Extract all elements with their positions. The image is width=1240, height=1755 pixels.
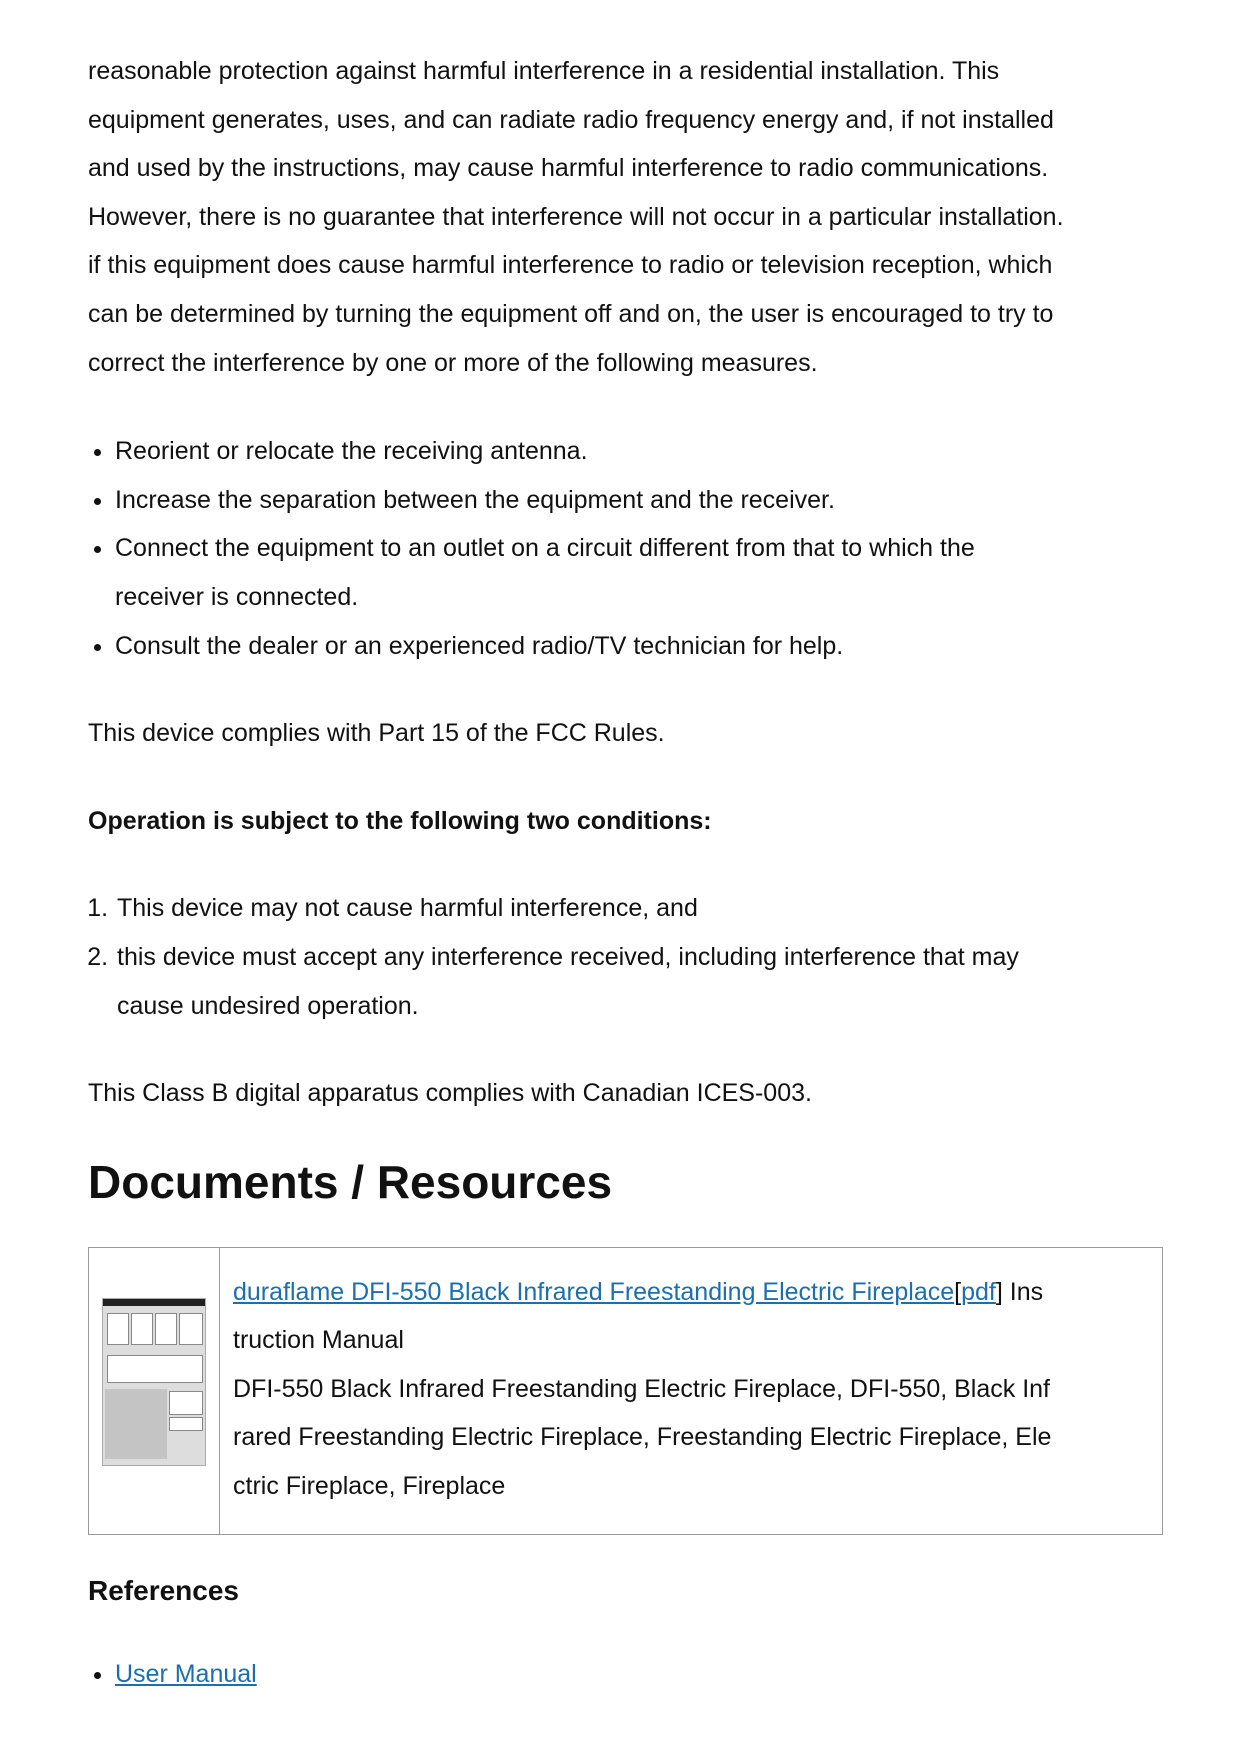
table-row <box>89 1247 1163 1534</box>
bracket-text: ] Ins <box>995 1277 1044 1306</box>
list-item-text: 2. this device must accept any interference received, including interference that may <box>117 942 1019 971</box>
text-line: equipment generates, uses, and can radiate radio frequency energy and, if not installed <box>88 105 1054 134</box>
list-item <box>115 933 1163 1030</box>
text-line: correct the interference by one or more of the following measures. <box>88 348 818 377</box>
fcc-intro-paragraph <box>88 47 1163 387</box>
bracket: [ <box>954 1277 962 1306</box>
list-item <box>115 622 1163 671</box>
list-item <box>115 1650 1163 1699</box>
ices-compliance-text: This Class B digital apparatus complies with Canadian ICES-003. <box>88 1079 812 1108</box>
document-type: truction Manual <box>233 1326 404 1355</box>
document-tags: rared Freestanding Electric Fireplace, Freestanding Electric Fireplace, Ele <box>233 1423 1052 1452</box>
list-item-text: receiver is connected. <box>115 582 359 611</box>
document-thumbnail-cell <box>89 1247 220 1534</box>
document-thumbnail[interactable] <box>102 1298 206 1466</box>
list-item <box>115 524 1163 621</box>
conditions-heading: Operation is subject to the following two conditions: <box>88 806 712 835</box>
list-item-text: Reorient or relocate the receiving antenna. <box>115 437 588 466</box>
text-line: if this equipment does cause harmful interference to radio or television reception, which <box>88 251 1053 280</box>
conditions-list <box>88 884 1163 1030</box>
user-manual-link[interactable]: User Manual <box>115 1659 257 1688</box>
documents-heading: Documents / Resources <box>88 1155 613 1208</box>
documents-table <box>88 1247 1163 1535</box>
document-details-cell <box>220 1247 1163 1534</box>
document-tags: ctric Fireplace, Fireplace <box>233 1472 506 1501</box>
list-item-text: Increase the separation between the equipment and the receiver. <box>115 485 835 514</box>
text-line: and used by the instructions, may cause harmful interference to radio communications. <box>88 154 1049 183</box>
references-heading: References <box>88 1574 239 1606</box>
list-item <box>115 476 1163 525</box>
list-item-text: • Connect the equipment to an outlet on a circuit different from that to which the <box>115 534 975 563</box>
measures-list <box>88 427 1163 670</box>
document-tags: DFI-550 Black Infrared Freestanding Electric Fireplace, DFI-550, Black Inf <box>233 1374 1050 1403</box>
references-list <box>88 1650 1163 1699</box>
list-item-text: This device may not cause harmful interference, and <box>117 894 698 923</box>
list-item <box>115 884 1163 933</box>
pdf-link[interactable]: pdf <box>961 1277 996 1306</box>
text-line: can be determined by turning the equipment off and on, the user is encouraged to try to <box>88 299 1054 328</box>
fcc-compliance-text: This device complies with Part 15 of the FCC Rules. <box>88 719 665 748</box>
text-line: However, there is no guarantee that interference will not occur in a particular installation. <box>88 202 1064 231</box>
list-item-text: Consult the dealer or an experienced radio/TV technician for help. <box>115 631 844 660</box>
list-item <box>115 427 1163 476</box>
text-line: reasonable protection against harmful interference in a residential installation. This <box>88 57 1000 85</box>
list-item-text: cause undesired operation. <box>117 991 419 1020</box>
document-link[interactable]: duraflame DFI-550 Black Infrared Freestanding Electric Fireplace <box>233 1277 955 1306</box>
